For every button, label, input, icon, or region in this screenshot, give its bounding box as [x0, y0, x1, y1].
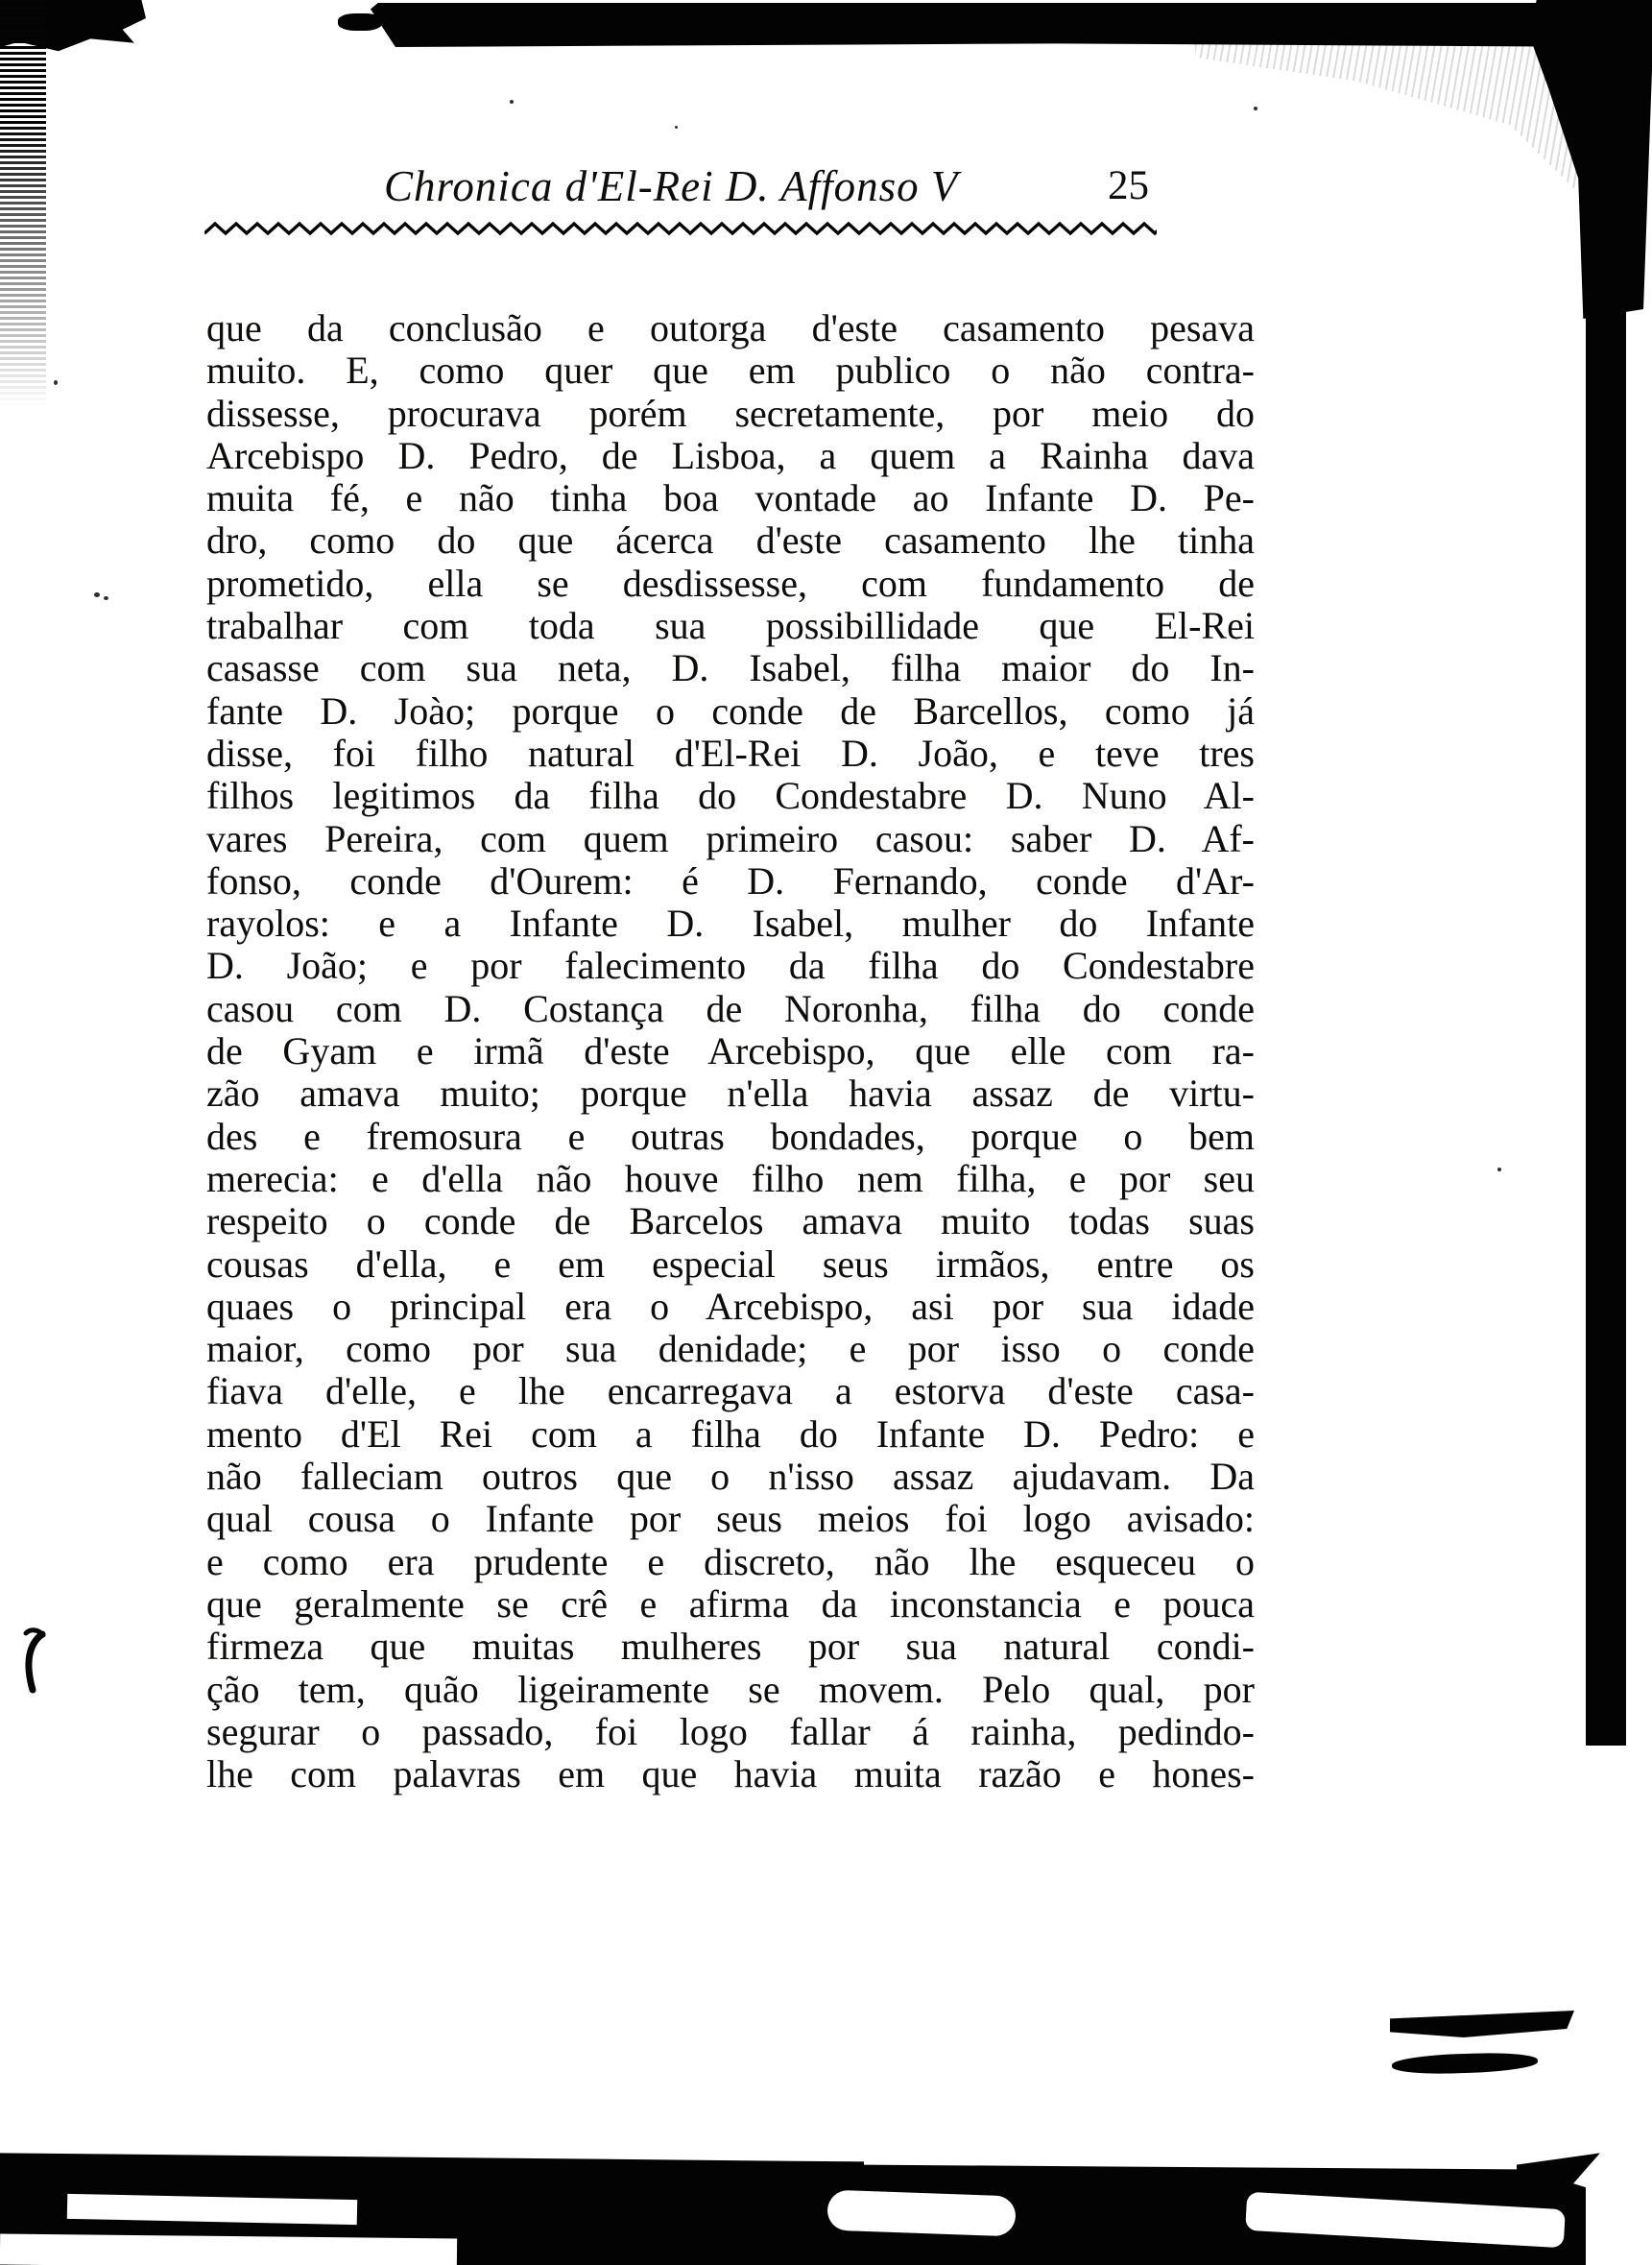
scan-bar-right-fade: [0, 0, 46, 408]
text-line: casasse com sua neta, D. Isabel, filha maior do In-: [206, 646, 1255, 690]
scan-band-white-gap-2: [826, 2190, 1016, 2237]
body-text: [206, 307, 1255, 1795]
text-line: não falleciam outros que o n'isso assaz ajudavam. Da: [206, 1455, 1255, 1499]
ink-speck-margin: [104, 596, 108, 600]
ink-speck-margin: [94, 592, 100, 597]
text-line: dro, como do que ácerca d'este casamento lhe tinha: [206, 518, 1255, 563]
text-line: vares Pereira, com quem primeiro casou: saber D. Af-: [206, 816, 1255, 860]
text-line: respeito o conde de Barcelos amava muito todas suas: [206, 1199, 1255, 1243]
text-line: de Gyam e irmã d'este Arcebispo, que elle com ra-: [206, 1029, 1255, 1073]
text-line: que da conclusão e outorga d'este casamento pesava: [206, 306, 1255, 349]
text-line: fiava d'elle, e lhe encarregava a estorva d'este casa-: [206, 1369, 1255, 1413]
text-line: ção tem, quão ligeiramente se movem. Pelo qual, por: [206, 1667, 1255, 1711]
text-line: D. João; e por falecimento da filha do Condestabre: [206, 944, 1255, 988]
scan-bar-top-fragment: [338, 13, 382, 31]
text-line: muita fé, e não tinha boa vontade ao Infante D. Pe-: [206, 476, 1255, 520]
scan-bar-top: [371, 3, 1616, 47]
text-line: rayolos: e a Infante D. Isabel, mulher do Infante: [206, 902, 1255, 946]
text-line: que geralmente se crê e afirma da inconstancia e pouca: [206, 1581, 1255, 1626]
scan-band-white-gap-4: [0, 2234, 457, 2265]
text-line: trabalhar com toda sua possibillidade que El-Rei: [206, 604, 1255, 648]
text-line: fonso, conde d'Ourem: é D. Fernando, conde d'Ar-: [206, 858, 1255, 903]
dust-speck: [675, 126, 678, 129]
scan-streak-bottom-right-2: [1392, 2051, 1539, 2075]
text-line: prometido, ella se desdissesse, com fundamento de: [206, 561, 1255, 605]
text-line: segurar o passado, foi logo fallar á rainha, pedindo-: [206, 1709, 1255, 1753]
dust-speck: [510, 100, 514, 104]
dust-speck: [54, 380, 58, 385]
running-header: [206, 161, 1253, 217]
text-line: Arcebispo D. Pedro, de Lisboa, a quem a Rainha dava: [206, 433, 1255, 477]
scan-bar-right-edge: [1586, 305, 1626, 1746]
text-line: cousas d'ella, e em especial seus irmãos, entre os: [206, 1241, 1255, 1286]
text-line: firmeza que muitas mulheres por sua natural condi-: [206, 1625, 1255, 1669]
margin-ink-mark: [21, 1626, 50, 1698]
text-line: zão amava muito; porque n'ella havia assaz de virtu-: [206, 1072, 1255, 1116]
text-line: disse, foi filho natural d'El-Rei D. João, e teve tres: [206, 731, 1255, 775]
scan-streak-bottom-right: [1390, 2011, 1574, 2037]
text-line: lhe com palavras em que havia muita razão e hones-: [206, 1752, 1255, 1796]
text-line: dissesse, procurava porém secretamente, por meio do: [206, 391, 1255, 435]
text-line: qual cousa o Infante por seus meios foi logo avisado:: [206, 1497, 1255, 1541]
text-line: filhos legitimos da filha do Condestabre D. Nuno Al-: [206, 774, 1255, 818]
text-line: des e fremosura e outras bondades, porque o bem: [206, 1114, 1255, 1158]
header-zigzag-rule: [204, 220, 1157, 237]
dust-speck: [1497, 1168, 1501, 1171]
dust-speck: [1254, 107, 1257, 110]
header-title: Chronica d'El-Rei D. Affonso V: [384, 162, 959, 210]
text-line: casou com D. Costança de Noronha, filha do conde: [206, 986, 1255, 1030]
text-line: e como era prudente e discreto, não lhe esqueceu o: [206, 1539, 1255, 1583]
text-line: maior, como por sua denidade; e por isso o conde: [206, 1327, 1255, 1371]
text-line: quaes o principal era o Arcebispo, asi por sua idade: [206, 1284, 1255, 1328]
text-line: merecia: e d'ella não houve filho nem filha, e por seu: [206, 1156, 1255, 1200]
text-line: muito. E, como quer que em publico o não contra-: [206, 349, 1255, 393]
page-number: 25: [1108, 163, 1149, 208]
text-line: fante D. Joào; porque o conde de Barcellos, como já: [206, 688, 1255, 733]
scan-speckle-top-right: [1195, 44, 1598, 212]
text-line: mento d'El Rei com a filha do Infante D. Pedro: e: [206, 1411, 1255, 1456]
